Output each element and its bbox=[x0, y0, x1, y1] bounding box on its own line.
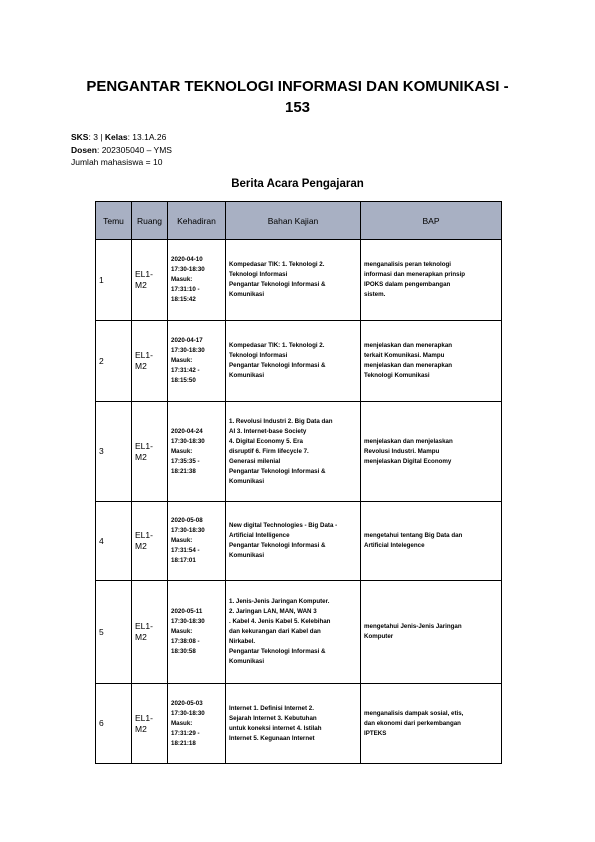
title-line-1: PENGANTAR TEKNOLOGI INFORMASI DAN KOMUNIKASI - bbox=[86, 78, 509, 95]
meta-line-dosen bbox=[71, 144, 172, 157]
cell-ruang: EL1- M2 bbox=[132, 321, 168, 402]
table-row bbox=[96, 684, 502, 764]
cell-bahan-kajian: Internet 1. Definisi Internet 2. Sejarah Internet 3. Kebutuhan untuk koneksi internet 4. Istilah Internet 5. Kegunaan Internet bbox=[226, 684, 361, 764]
cell-bap: mengetahui Jenis-Jenis Jaringan Komputer bbox=[361, 581, 502, 684]
section-subtitle: Berita Acara Pengajaran bbox=[231, 178, 364, 190]
cell-bap: menjelaskan dan menjelaskan Revolusi Industri. Mampu menjelaskan Digital Economy bbox=[361, 402, 502, 502]
cell-bahan-kajian: New digital Technologies - Big Data - Artificial Intelligence Pengantar Teknologi Informasi & Komunikasi bbox=[226, 502, 361, 581]
cell-ruang: EL1- M2 bbox=[132, 581, 168, 684]
cell-kehadiran: 2020-04-24 17:30-18:30 Masuk: 17:35:35 - 18:21:38 bbox=[168, 402, 226, 502]
header-bap: BAP bbox=[361, 202, 502, 240]
cell-bahan-kajian: 1. Jenis-Jenis Jaringan Komputer. 2. Jaringan LAN, MAN, WAN 3 . Kabel 4. Jenis Kabel 5. Kelebihan dan kekurangan dari Kabel dan Nirkabel. Pengantar Teknologi Informasi & Komunikasi bbox=[226, 581, 361, 684]
table-row bbox=[96, 581, 502, 684]
cell-bap: menjelaskan dan menerapkan terkait Komunikasi. Mampu menjelaskan dan menerapkan Teknologi Komunikasi bbox=[361, 321, 502, 402]
table-header-row bbox=[96, 202, 502, 240]
table-row bbox=[96, 240, 502, 321]
cell-ruang: EL1- M2 bbox=[132, 402, 168, 502]
cell-ruang: EL1- M2 bbox=[132, 240, 168, 321]
header-temu: Temu bbox=[96, 202, 132, 240]
page-title bbox=[60, 76, 535, 118]
cell-kehadiran: 2020-05-03 17:30-18:30 Masuk: 17:31:29 - 18:21:18 bbox=[168, 684, 226, 764]
dosen-label: Dosen bbox=[71, 144, 97, 155]
sks-value: : 3 | bbox=[88, 132, 105, 142]
sks-label: SKS bbox=[71, 132, 89, 142]
table-row bbox=[96, 502, 502, 581]
header-bahan-kajian: Bahan Kajian bbox=[226, 202, 361, 240]
cell-ruang: EL1- M2 bbox=[132, 684, 168, 764]
cell-bahan-kajian: 1. Revolusi Industri 2. Big Data dan AI 3. Internet-base Society 4. Digital Economy 5. Era disruptif 6. Firm lifecycle 7. Generasi milenial Pengantar Teknologi Informasi & Komunikasi bbox=[226, 402, 361, 502]
cell-temu: 1 bbox=[96, 240, 132, 321]
cell-kehadiran: 2020-05-08 17:30-18:30 Masuk: 17:31:54 - 18:17:01 bbox=[168, 502, 226, 581]
kelas-value: : 13.1A.26 bbox=[127, 132, 167, 142]
cell-bap: menganalisis peran teknologi informasi dan menerapkan prinsip IPOKS dalam pengembangan sistem. bbox=[361, 240, 502, 321]
cell-bap: mengetahui tentang Big Data dan Artificial Intelegence bbox=[361, 502, 502, 581]
cell-temu: 5 bbox=[96, 581, 132, 684]
kelas-label: Kelas bbox=[104, 132, 128, 142]
cell-temu: 3 bbox=[96, 402, 132, 502]
bap-table bbox=[95, 201, 502, 764]
cell-bahan-kajian: Kompedasar TIK: 1. Teknologi 2. Teknologi Informasi Pengantar Teknologi Informasi & Komunikasi bbox=[226, 240, 361, 321]
table-row bbox=[96, 321, 502, 402]
cell-kehadiran: 2020-04-10 17:30-18:30 Masuk: 17:31:10 - 18:15:42 bbox=[168, 240, 226, 321]
table-row bbox=[96, 402, 502, 502]
cell-bap: menganalisis dampak sosial, etis, dan ekonomi dari perkembangan IPTEKS bbox=[361, 684, 502, 764]
cell-bahan-kajian: Kompedasar TIK: 1. Teknologi 2. Teknologi Informasi Pengantar Teknologi Informasi & Komunikasi bbox=[226, 321, 361, 402]
cell-temu: 4 bbox=[96, 502, 132, 581]
cell-ruang: EL1- M2 bbox=[132, 502, 168, 581]
header-ruang: Ruang bbox=[132, 202, 168, 240]
cell-kehadiran: 2020-05-11 17:30-18:30 Masuk: 17:38:08 - 18:30:58 bbox=[168, 581, 226, 684]
cell-temu: 2 bbox=[96, 321, 132, 402]
dosen-value: : 202305040 – YMS bbox=[96, 144, 172, 155]
cell-kehadiran: 2020-04-17 17:30-18:30 Masuk: 17:31:42 - 18:15:50 bbox=[168, 321, 226, 402]
jumlah-mahasiswa: Jumlah mahasiswa = 10 bbox=[71, 157, 163, 167]
course-meta bbox=[71, 131, 172, 169]
cell-temu: 6 bbox=[96, 684, 132, 764]
meta-line-sks-kelas bbox=[71, 131, 172, 144]
header-kehadiran: Kehadiran bbox=[168, 202, 226, 240]
title-line-2: 153 bbox=[284, 99, 311, 116]
